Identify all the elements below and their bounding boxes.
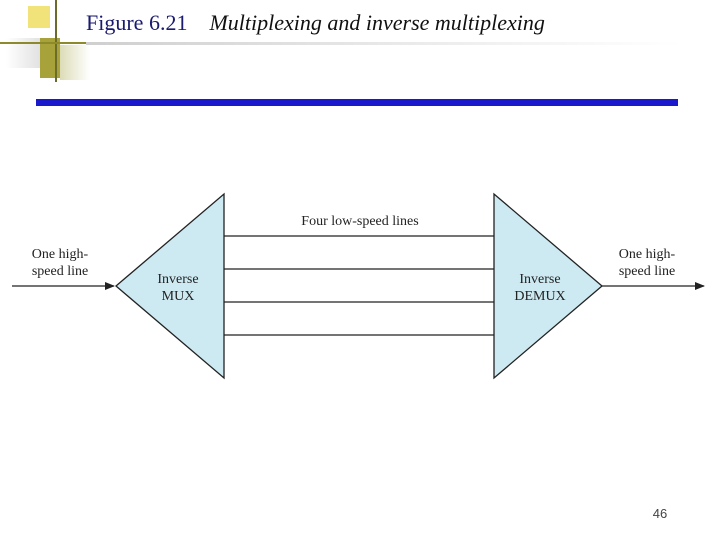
output-label-line2: speed line [618,264,676,279]
output-label-line1: One high- [618,247,676,262]
mux-label-line1: Inverse [157,272,199,287]
figure-number: Figure 6.21 [86,10,188,35]
demux-label-line1: Inverse [519,272,561,287]
input-label-line2: speed line [31,264,89,279]
middle-label: Four low-speed lines [301,214,419,229]
page-number: 46 [652,506,668,521]
low-speed-lines [224,236,494,335]
input-label-line1: One high- [31,247,89,262]
figure-caption: Multiplexing and inverse multiplexing [209,10,545,35]
mux-label-line2: MUX [161,289,195,304]
demux-label-line2: DEMUX [514,289,566,304]
